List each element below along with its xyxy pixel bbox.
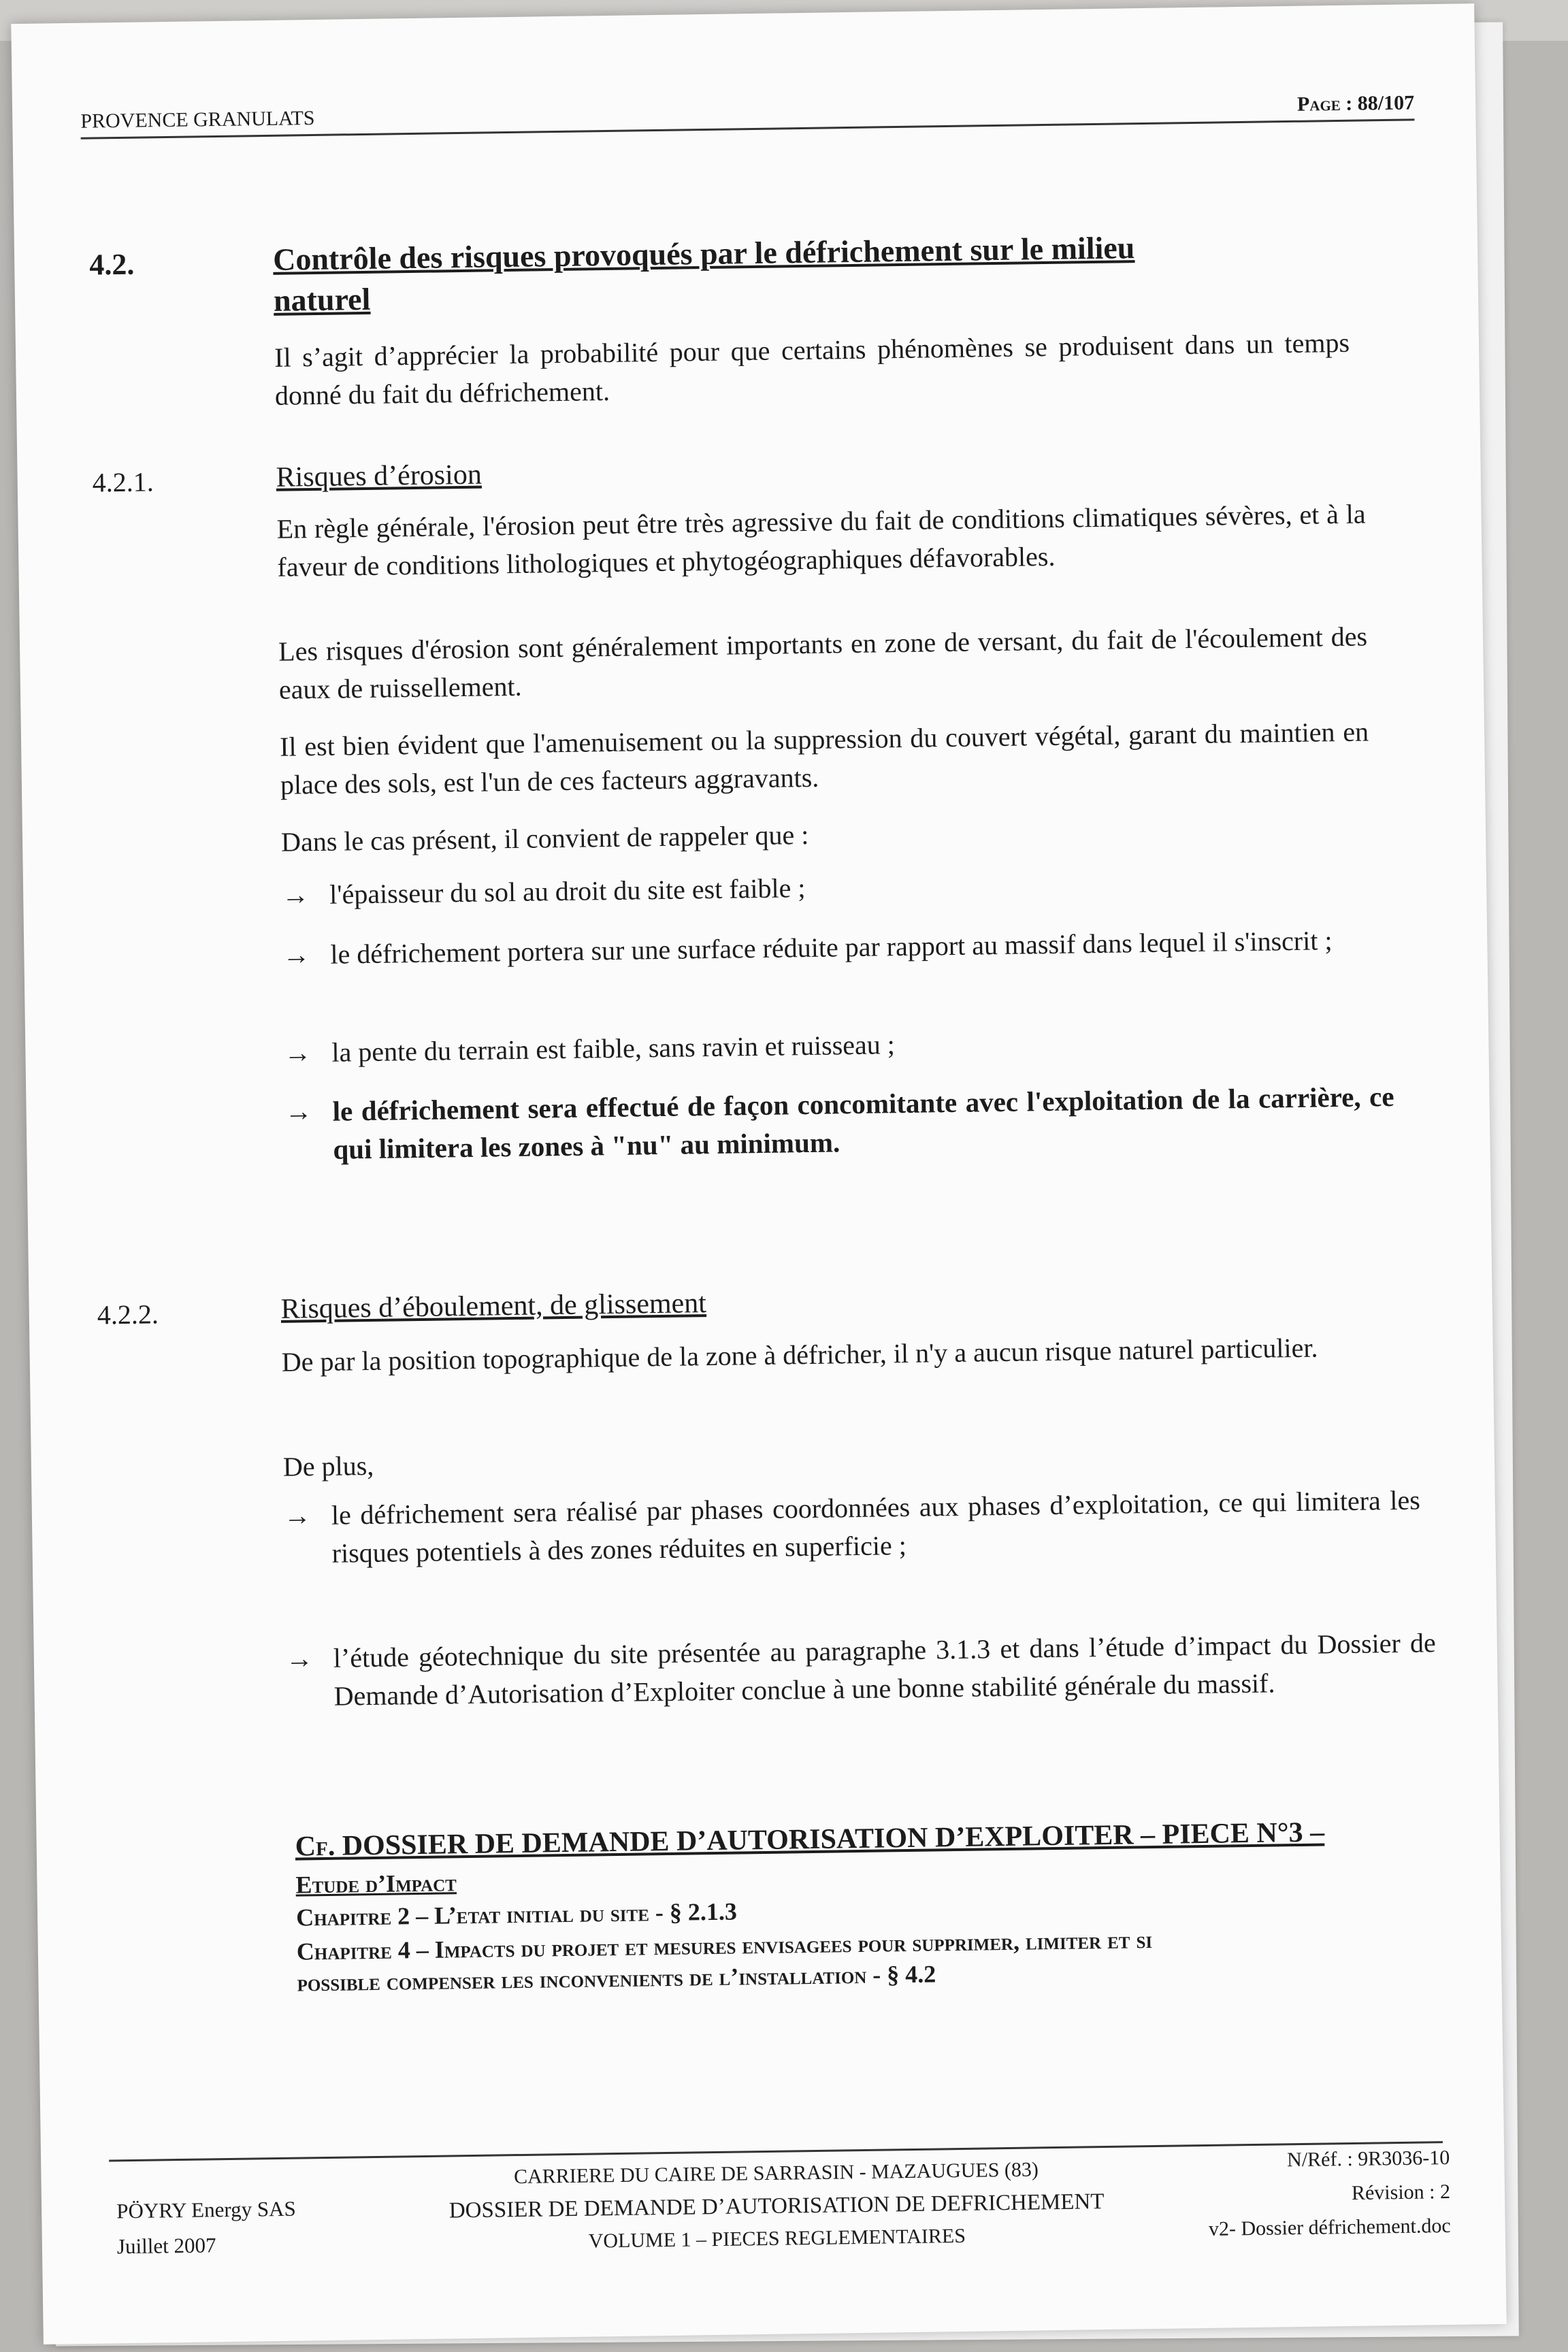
page-header (80, 86, 1415, 139)
erosion-bullet-3-text: la pente du terrain est faible, sans ravin et ruisseau ; (331, 1029, 896, 1068)
erosion-paragraph-4: Dans le cas présent, il convient de rappeler que : (280, 819, 809, 858)
footer-center (436, 2153, 1117, 2260)
reference-line-4: Chapitre 4 – Impacts du projet et mesures envisagees pour supprimer, limiter et si (296, 1926, 1153, 1965)
section-number: 4.2. (88, 247, 135, 282)
erosion-paragraph-3: Il est bien évident que l'amenuisement ou la suppression du couvert végétal, garant du maintien en place des sols, est l'un de ces facteurs aggravants. (279, 716, 1369, 800)
erosion-paragraph-2: Les risques d'érosion sont généralement importants en zone de versant, du fait de l'écoulement des eaux de ruissellement. (278, 621, 1368, 705)
arrow-icon: → (282, 939, 310, 970)
subsection-1-title: Risques d’érosion (276, 459, 483, 493)
erosion-bullet-4-text: le défrichement sera effectué de façon concomitante avec l'exploitation de la carrière, ce qui limitera les zones à "nu" au minimum. (332, 1080, 1394, 1165)
landslide-bullet-1 (284, 1481, 1421, 1573)
arrow-icon: → (281, 879, 310, 911)
reference-line-1: Cf. DOSSIER DE DEMANDE D’AUTORISATION D’EXPLOITER – PIECE N°3 – (295, 1816, 1325, 1863)
footer-company: PÖYRY Energy SAS (116, 2196, 296, 2223)
landslide-bullet-2 (285, 1624, 1436, 1716)
erosion-bullet-1-text: l'épaisseur du sol au droit du site est faible ; (329, 872, 806, 910)
footer-dossier: DOSSIER DE DEMANDE D’AUTORISATION DE DEFRICHEMENT (448, 2189, 1105, 2223)
erosion-bullet-4 (284, 1077, 1394, 1169)
reference-line-3: Chapitre 2 – L’etat initial du site - § 2.1.3 (295, 1897, 738, 1931)
section-title (273, 224, 1377, 321)
footer-right (1207, 2141, 1451, 2247)
subsection-2-title: Risques d’éboulement, de glissement (280, 1288, 707, 1325)
footer-reference: N/Réf. : 9R3036-10 (1286, 2146, 1450, 2172)
footer-project: CARRIERE DU CAIRE DE SARRASIN - MAZAUGUES (83) (513, 2158, 1039, 2189)
subsection-2-number: 4.2.2. (97, 1298, 159, 1330)
landslide-paragraph-1: De par la position topographique de la zone à défricher, il n'y a aucun risque naturel particulier. (281, 1332, 1318, 1377)
erosion-bullet-3 (284, 1019, 1380, 1072)
section-intro: Il s’agit d’apprécier la probabilité pour que certains phénomènes se produisent dans un temps donné du fait du défrichement. (274, 327, 1350, 411)
subsection-1-number: 4.2.1. (92, 466, 154, 498)
footer-date: Juillet 2007 (116, 2233, 216, 2259)
footer-volume: VOLUME 1 – PIECES REGLEMENTAIRES (588, 2224, 966, 2253)
landslide-bullet-1-text: le défrichement sera réalisé par phases coordonnées aux phases d’exploitation, ce qui limitera les risques potentiels à des zones réduites en superficie ; (331, 1484, 1421, 1569)
arrow-icon: → (283, 1500, 312, 1531)
footer-left (116, 2191, 297, 2265)
section-title-line1: Contrôle des risques provoqués par le défrichement sur le milieu (272, 230, 1135, 277)
reference-line-5: possible compenser les inconvenients de l’installation - § 4.2 (297, 1960, 936, 1997)
erosion-bullet-2 (282, 921, 1379, 974)
footer-revision: Révision : 2 (1351, 2180, 1451, 2204)
erosion-bullet-1 (282, 861, 1378, 914)
reference-line-2: Etude d’Impact (295, 1869, 457, 1899)
footer-filename: v2- Dossier défrichement.doc (1208, 2214, 1451, 2240)
erosion-bullet-2-text: le défrichement portera sur une surface réduite par rapport au massif dans lequel il s'inscrit ; (330, 925, 1333, 970)
landslide-bullet-2-text: l’étude géotechnique du site présentée au paragraphe 3.1.3 et dans l’étude d’impact du Dossier de Demande d’Autorisation d’Exploiter conclue à une bonne stabilité générale du massif. (333, 1627, 1437, 1712)
arrow-icon: → (285, 1643, 314, 1674)
arrow-icon: → (284, 1037, 312, 1068)
erosion-paragraph-1: En règle générale, l'érosion peut être très agressive du fait de conditions climatiques sévères, et à la faveur de conditions lithologiques et phytogéographiques défavorables. (276, 498, 1366, 583)
header-company: PROVENCE GRANULATS (80, 106, 315, 133)
header-page-number: Page : 88/107 (1296, 91, 1415, 116)
document-page (11, 3, 1506, 2345)
landslide-paragraph-2: De plus, (282, 1450, 374, 1482)
arrow-icon: → (284, 1096, 312, 1127)
section-title-line2: naturel (273, 281, 371, 318)
